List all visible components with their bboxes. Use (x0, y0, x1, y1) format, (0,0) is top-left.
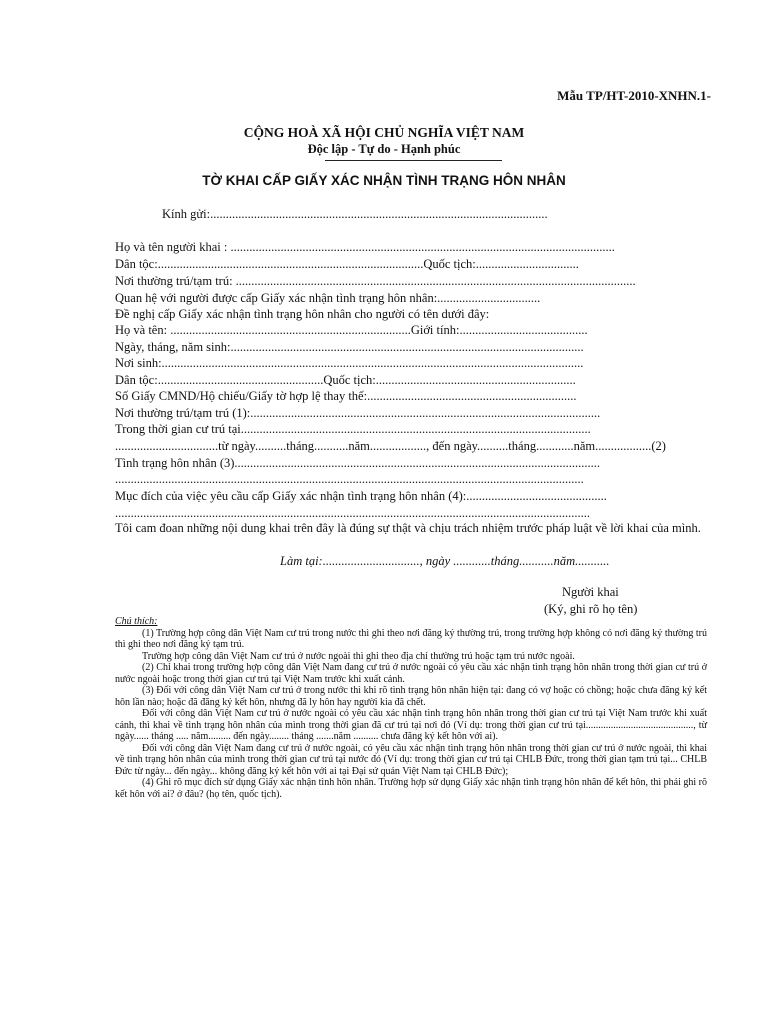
national-motto: Độc lập - Tự do - Hạnh phúc (307, 142, 461, 156)
notes-title: Chú thích: (115, 616, 158, 627)
place-date-field: Làm tại:..............................., ngày ............tháng...........năm........... (280, 554, 610, 568)
note-paragraph: (1) Trường hợp công dân Việt Nam cư trú trong nước thì ghi theo nơi đăng ký thường trú, trong trường hợp không có nơi đăng ký thường trú thì ghi theo nơi đăng ký tạm trú. (115, 627, 707, 650)
request-statement: Đề nghị cấp Giấy xác nhận tình trạng hôn nhân cho người có tên dưới đây: (115, 307, 490, 321)
note-paragraph: Trường hợp công dân Việt Nam cư trú ở nước ngoài thì ghi theo địa chỉ thường trú hoặc tạm trú nước ngoài. (142, 650, 575, 662)
declarant-name-field: Họ và tên người khai : ........................................................................................................................... (115, 240, 615, 254)
birth-place-field: Nơi sinh:....................................................................................................................................... (115, 356, 584, 370)
stay-period-field: .................................từ ngày..........tháng...........năm.................., đến ngày..........tháng............năm..................(2) (115, 439, 666, 453)
note-paragraph: (2) Chỉ khai trong trường hợp công dân Việt Nam đang cư trú ở nước ngoài có yêu cầu xác nhận tình trạng hôn nhân trong thời gian cư trú ở nước ngoài hoặc trong thời gian cư trú tại Việt Nam trước khi xuất cảnh. (115, 662, 707, 685)
signer-note: (Ký, ghi rõ họ tên) (544, 602, 638, 616)
signer-label: Người khai (562, 585, 619, 599)
marital-status-continuation: ...................................................................................................................................................... (115, 472, 584, 486)
footnotes (115, 616, 707, 800)
id-document-field: Số Giấy CMND/Hộ chiếu/Giấy tờ hợp lệ thay thế:................................................................... (115, 389, 577, 403)
commitment-statement: Tôi cam đoan những nội dung khai trên đây là đúng sự thật và chịu trách nhiệm trước pháp luật về lời khai của mình. (115, 521, 701, 535)
residence-field: Nơi thường trú/tạm trú: ................................................................................................................................ (115, 274, 636, 288)
header-underline (325, 160, 502, 161)
note-paragraph: (3) Đối với công dân Việt Nam cư trú ở trong nước thì khi rõ tình trạng hôn nhân hiện tại: đang có vợ hoặc có chồng; hoặc chưa đăng ký kết hôn lần nào; hoặc đã đăng ký kết hôn, nhưng đã ly hôn hay người kia đã chết. (115, 685, 707, 708)
stay-place-field: Trong thời gian cư trú tại................................................................................................................ (115, 422, 591, 436)
subject-residence-field: Nơi thường trú/tạm trú (1):................................................................................................................ (115, 406, 601, 420)
form-code: Mẫu TP/HT-2010-XNHN.1- (557, 88, 711, 103)
note-paragraph: Đối với công dân Việt Nam cư trú ở nước ngoài có yêu cầu xác nhận tình trạng hôn nhân trong thời gian cư trú tại Việt Nam trước khi xuất cảnh, thì khai về tình trạng hôn nhân của mình trong thời gian đã cư trú tại nơi đó (Ví dụ: trong thời gian cư trú tại..........................................., từ ngày...... tháng ..... năm......... đến ngày........ tháng .......năm .......... chưa đăng ký kết hôn với ai). (115, 708, 707, 742)
birth-date-field: Ngày, tháng, năm sinh:................................................................................................................. (115, 340, 584, 354)
marital-status-field: Tình trạng hôn nhân (3)..................................................................................................................... (115, 456, 601, 470)
relationship-field: Quan hệ với người được cấp Giấy xác nhận tình trạng hôn nhân:................................. (115, 291, 541, 305)
purpose-field: Mục đích của việc yêu cầu cấp Giấy xác nhận tình trạng hôn nhân (4):............................................. (115, 489, 607, 503)
form-title: TỜ KHAI CẤP GIẤY XÁC NHẬN TÌNH TRẠNG HÔN NHÂN (202, 173, 566, 188)
purpose-continuation: ........................................................................................................................................................ (115, 506, 590, 520)
subject-name-gender-field: Họ và tên: .............................................................................Giới tính:......................................... (115, 323, 588, 337)
note-paragraph: (4) Ghi rõ mục đích sử dụng Giấy xác nhận tình hôn nhân. Trường hợp sử dụng Giấy xác nhận tình trạng hôn nhân để kết hôn, thì phải ghi rõ kết hôn với ai? ở đâu? (họ tên, quốc tịch). (115, 777, 707, 800)
note-paragraph: Đối với công dân Việt Nam đang cư trú ở nước ngoài, có yêu cầu xác nhận tình trạng hôn nhân trong thời gian cư trú ở nước ngoài, thì khai về tình trạng hôn nhân của mình trong thời gian cư trú tại nước đó (Ví dụ: trong thời gian cư trú tại CHLB Đức, trong thời gian tạm trú tại... CHLB Đức từ ngày... đến ngày... không đăng ký kết hôn với ai tại Đại sứ quán Việt Nam tại CHLB Đức); (115, 742, 707, 777)
ethnicity-nationality-field: Dân tộc:.....................................................................................Quốc tịch:................................. (115, 257, 579, 271)
country-name: CỘNG HOÀ XÃ HỘI CHỦ NGHĨA VIỆT NAM (243, 125, 525, 140)
subject-ethnicity-nationality-field: Dân tộc:.....................................................Quốc tịch:................................................................ (115, 373, 576, 387)
recipient-field: Kính gửi:............................................................................................................ (162, 207, 548, 221)
